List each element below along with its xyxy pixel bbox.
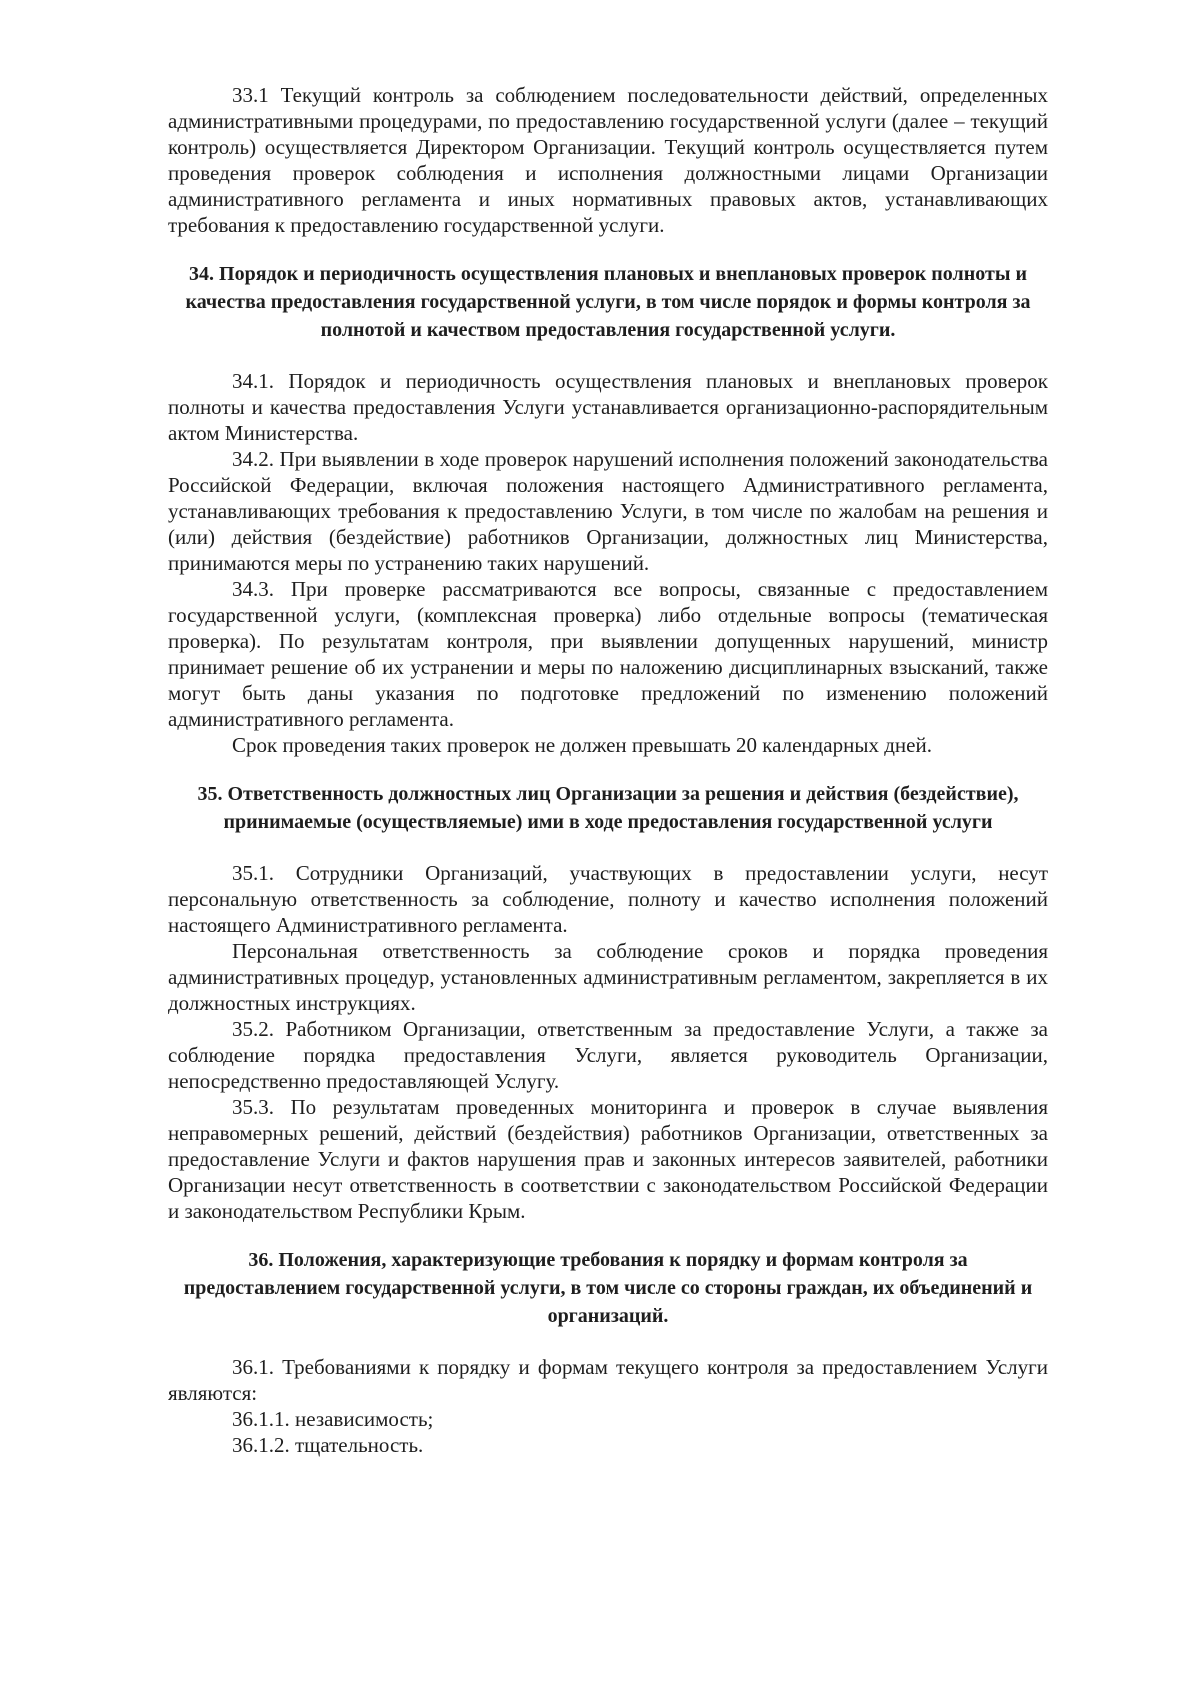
paragraph-35-2: 35.2. Работником Организации, ответственным за предоставление Услуги, а также за соблюдение порядка предоставления Услуги, является руководитель Организации, непосредственно предоставляющей Услугу.: [168, 1017, 1048, 1093]
list-item-36-1-1: 36.1.1. независимость;: [232, 1407, 434, 1431]
paragraph-34-3: 34.3. При проверке рассматриваются все вопросы, связанные с предоставлением государственной услуги, (комплексная проверка) либо отдельные вопросы (тематическая проверка). По результатам контроля, при выявлении допущенных нарушений, министр принимает решение об их устранении и меры по наложению дисциплинарных взысканий, также могут быть даны указания по подготовке предложений по изменению положений административного регламента.: [168, 577, 1048, 731]
section-heading-35: 35. Ответственность должностных лиц Организации за решения и действия (бездействие), принимаемые (осуществляемые) ими в ходе предоставления государственной услуги: [197, 783, 1019, 833]
section-heading-34: 34. Порядок и периодичность осуществления плановых и внеплановых проверок полноты и качества предоставления государственной услуги, в том числе порядок и формы контроля за полнотой и качеством предоставления государственной услуги.: [185, 263, 1031, 341]
paragraph-personal-responsibility: Персональная ответственность за соблюдение сроков и порядка проведения административных процедур, установленных административным регламентом, закрепляется в их должностных инструкциях.: [168, 939, 1048, 1015]
paragraph-33-1: 33.1 Текущий контроль за соблюдением последовательности действий, определенных административными процедурами, по предоставлению государственной услуги (далее – текущий контроль) осуществляется Директором Организации. Текущий контроль осуществляется путем проведения проверок соблюдения и исполнения должностными лицами Организации административного регламента и иных нормативных правовых актов, устанавливающих требования к предоставлению государственной услуги.: [168, 83, 1048, 237]
paragraph-36-1: 36.1. Требованиями к порядку и формам текущего контроля за предоставлением Услуги являются:: [168, 1355, 1048, 1405]
paragraph-35-3: 35.3. По результатам проведенных мониторинга и проверок в случае выявления неправомерных решений, действий (бездействия) работников Организации, ответственных за предоставление Услуги и фактов нарушения прав и законных интересов заявителей, работники Организации несут ответственность в соответствии с законодательством Российской Федерации и законодательством Республики Крым.: [168, 1095, 1048, 1223]
paragraph-34-2: 34.2. При выявлении в ходе проверок нарушений исполнения положений законодательства Российской Федерации, включая положения настоящего Административного регламента, устанавливающих требования к предоставлению Услуги, в том числе по жалобам на решения и (или) действия (бездействие) работников Организации, должностных лиц Министерства, принимаются меры по устранению таких нарушений.: [168, 447, 1048, 575]
paragraph-inspection-term: Срок проведения таких проверок не должен превышать 20 календарных дней.: [232, 733, 932, 757]
list-item-36-1-2: 36.1.2. тщательность.: [232, 1433, 424, 1457]
paragraph-34-1: 34.1. Порядок и периодичность осуществления плановых и внеплановых проверок полноты и качества предоставления Услуги устанавливается организационно-распорядительным актом Министерства.: [168, 369, 1048, 445]
section-heading-36: 36. Положения, характеризующие требования к порядку и формам контроля за предоставлением государственной услуги, в том числе со стороны граждан, их объединений и организаций.: [183, 1249, 1033, 1327]
paragraph-35-1: 35.1. Сотрудники Организаций, участвующих в предоставлении услуги, несут персональную ответственность за соблюдение, полноту и качество исполнения положений настоящего Административного регламента.: [168, 861, 1048, 937]
document-page: [168, 82, 1048, 1458]
